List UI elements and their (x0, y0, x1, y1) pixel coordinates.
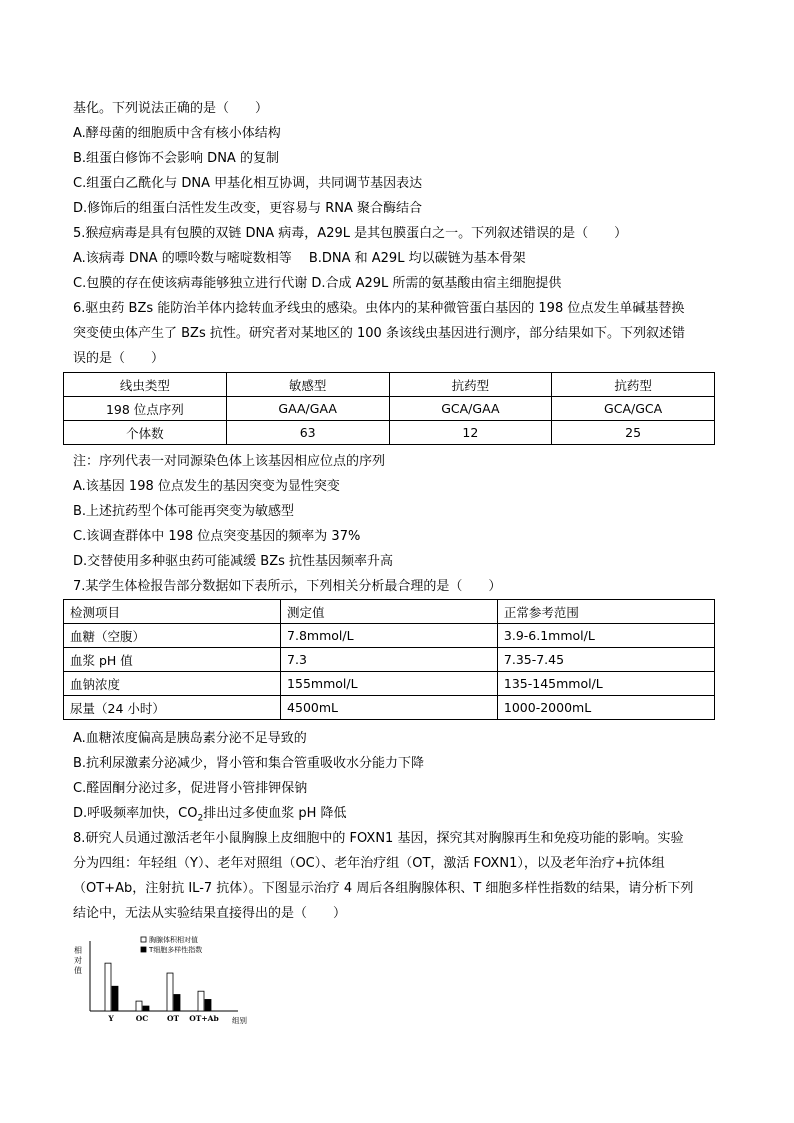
bar (105, 963, 111, 1011)
bar (198, 991, 204, 1011)
legend-swatch (141, 947, 146, 952)
cell: 敏感型 (226, 373, 389, 397)
y-axis-label: 值 (74, 966, 82, 975)
cell: 抗药型 (552, 373, 715, 397)
x-axis-label: 组别 (232, 1016, 247, 1025)
question-8-end: 结论中，无法从实验结果直接得出的是（ ） (73, 906, 347, 921)
option-d: D.修饰后的组蛋白活性发生改变，更容易与 RNA 聚合酶结合 (73, 201, 423, 216)
cell: 血浆 pH 值 (64, 648, 281, 672)
legend-label: T细胞多样性指数 (149, 946, 203, 954)
chart-root (74, 935, 247, 1025)
y-axis-label: 相 (74, 946, 82, 955)
table-note: 注：序列代表一对同源染色体上该基因相应位点的序列 (73, 454, 386, 469)
option-b: B.抗利尿激素分泌减少，肾小管和集合管重吸收水分能力下降 (73, 756, 425, 771)
question-8: 8.研究人员通过激活老年小鼠胸腺上皮细胞中的 FOXN1 基因，探究其对胸腺再生和免疫功能的影响。实验 (73, 831, 684, 846)
x-tick-label: OC (135, 1014, 149, 1023)
cell: 7.35-7.45 (497, 648, 714, 672)
option-a: A.该基因 198 位点发生的基因突变为显性突变 (73, 479, 340, 494)
cell: GCA/GAA (389, 397, 552, 421)
cell: 血钠浓度 (64, 672, 281, 696)
cell: 7.3 (281, 648, 498, 672)
cell: 63 (226, 421, 389, 445)
bar-chart (73, 935, 273, 1027)
subscript: 2 (197, 813, 204, 824)
legend-swatch (141, 937, 146, 942)
gene-table (63, 372, 715, 445)
options-ab: A.该病毒 DNA 的嘌呤数与嘧啶数相等 B.DNA 和 A29L 均以碳链为基本骨架 (73, 251, 526, 266)
question-8-cont: 分为四组：年轻组（Y）、老年对照组（OC）、老年治疗组（OT，激活 FOXN1），以及老年治疗+抗体组 (73, 856, 665, 871)
option-d: D.交替使用多种驱虫药可能减缓 BZs 抗性基因频率升高 (73, 554, 394, 569)
question-6-end: 误的是（ ） (73, 351, 165, 366)
y-axis-label: 对 (74, 956, 82, 965)
cell: 检测项目 (64, 600, 281, 624)
cell: 7.8mmol/L (281, 624, 498, 648)
cell: 线虫类型 (64, 373, 227, 397)
question-6: 6.驱虫药 BZs 能防治羊体内捻转血矛线虫的感染。虫体内的某种微管蛋白基因的 198 位点发生单碱基替换 (73, 301, 685, 316)
cell: 135-145mmol/L (497, 672, 714, 696)
cell: 血糖（空腹） (64, 624, 281, 648)
cell: GAA/GAA (226, 397, 389, 421)
bar (167, 973, 173, 1011)
cell: 个体数 (64, 421, 227, 445)
option-c: C.组蛋白乙酰化与 DNA 甲基化相互协调，共同调节基因表达 (73, 176, 423, 191)
cell: GCA/GCA (552, 397, 715, 421)
cell: 1000-2000mL (497, 696, 714, 720)
question-5: 5.猴痘病毒是具有包膜的双链 DNA 病毒，A29L 是其包膜蛋白之一。下列叙述错误的是（ ） (73, 226, 628, 241)
cell: 155mmol/L (281, 672, 498, 696)
x-tick-label: OT (166, 1014, 180, 1023)
question-8-cont: （OT+Ab，注射抗 IL-7 抗体）。下图显示治疗 4 周后各组胸腺体积、T 细胞多样性指数的结果，请分析下列 (73, 881, 694, 896)
question-7: 7.某学生体检报告部分数据如下表所示，下列相关分析最合理的是（ ） (73, 579, 502, 594)
cell: 4500mL (281, 696, 498, 720)
cell: 198 位点序列 (64, 397, 227, 421)
option-b: B.上述抗药型个体可能再突变为敏感型 (73, 504, 295, 519)
option-d (73, 805, 346, 828)
cell: 正常参考范围 (497, 600, 714, 624)
cell: 测定值 (281, 600, 498, 624)
options-cd: C.包膜的存在使该病毒能够独立进行代谢 D.合成 A29L 所需的氨基酸由宿主细胞提供 (73, 276, 562, 291)
x-tick-label: Y (108, 1014, 114, 1023)
bar (112, 986, 118, 1011)
bar (136, 1001, 142, 1011)
bar (205, 999, 211, 1011)
option-c: C.该调查群体中 198 位点突变基因的频率为 37% (73, 529, 361, 544)
option-d-part: D.呼吸频率加快，CO (73, 806, 198, 821)
question-6-cont: 突变使虫体产生了 BZs 抗性。研究者对某地区的 100 条该线虫基因进行测序，部分结果如下。下列叙述错 (73, 326, 685, 341)
cell: 12 (389, 421, 552, 445)
cell: 尿量（24 小时） (64, 696, 281, 720)
option-a: A.酵母菌的细胞质中含有核小体结构 (73, 126, 281, 141)
legend-label: 胸腺体积相对值 (149, 936, 198, 944)
option-d-part: 排出过多使血浆 pH 降低 (203, 806, 347, 821)
option-b: B.组蛋白修饰不会影响 DNA 的复制 (73, 151, 279, 166)
option-a: A.血糖浓度偏高是胰岛素分泌不足导致的 (73, 731, 307, 746)
option-c: C.醛固酮分泌过多，促进肾小管排钾保钠 (73, 781, 308, 796)
bar (174, 995, 180, 1012)
health-table (63, 599, 715, 720)
cell: 25 (552, 421, 715, 445)
bar (143, 1006, 149, 1011)
cell: 抗药型 (389, 373, 552, 397)
x-tick-label: OT+Ab (189, 1014, 219, 1023)
cell: 3.9-6.1mmol/L (497, 624, 714, 648)
text-line: 基化。下列说法正确的是（ ） (73, 101, 269, 116)
